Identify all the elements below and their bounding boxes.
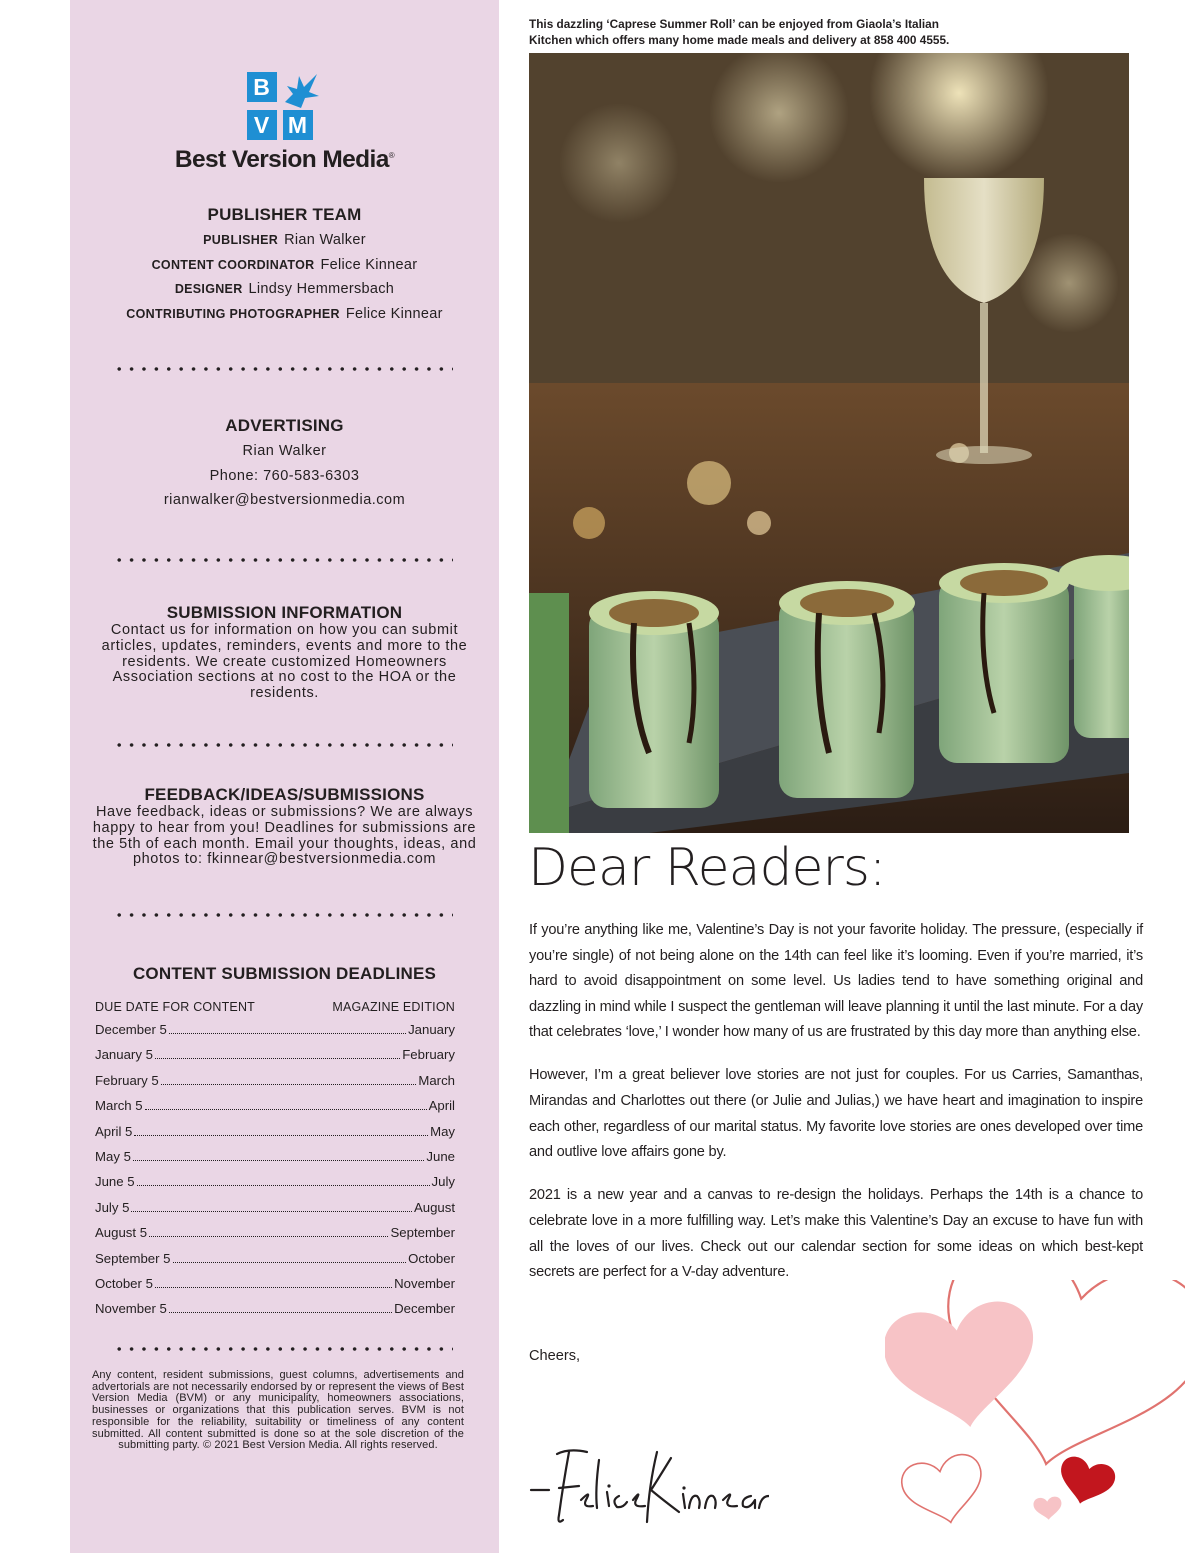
letter-paragraph: However, I’m a great believer love stories are not just for couples. For us Carries, Samanthas, Mirandas and Charlottes out there (or Julie and Julias,) we have heart and imagination to inspire each other, regardless of our marital status. My favorite love stories are ones developed over time and outlive love affairs gone by.: [529, 1067, 1143, 1161]
letter-body: [529, 918, 1143, 1303]
deadline-row: [95, 1225, 455, 1250]
advertising-title: ADVERTISING: [225, 416, 344, 435]
deadline-due-date: February 5: [95, 1072, 159, 1088]
logo-name-text: Best Version Media: [174, 146, 389, 173]
masthead-sidebar: [70, 0, 499, 1553]
publisher-team-title: PUBLISHER TEAM: [207, 205, 362, 224]
dotted-divider: [113, 557, 453, 563]
deadline-edition: September: [390, 1225, 455, 1241]
deadline-edition: February: [402, 1047, 455, 1063]
deadline-due-date: March 5: [95, 1098, 143, 1114]
disclaimer: [92, 1370, 464, 1452]
summer-roll: [589, 591, 719, 808]
deadline-row: [95, 1073, 455, 1098]
dot-leader: [169, 1312, 392, 1313]
dot-leader: [131, 1211, 411, 1212]
deadline-due-date: October 5: [95, 1275, 153, 1291]
col-due-header: DUE DATE FOR CONTENT: [95, 1000, 256, 1014]
logo-letter-v: V: [247, 110, 277, 140]
deadlines-rows: [95, 1022, 455, 1327]
deadline-row: [95, 1047, 455, 1072]
deadline-row: [95, 1124, 455, 1149]
credit-role: DESIGNER: [174, 282, 243, 296]
summer-roll-illustration: [529, 53, 1129, 833]
deadline-row: [95, 1098, 455, 1123]
feedback-text: Have feedback, ideas or submissions? We are always happy to hear from you! Deadlines for submissions are the 5th of each month. Email your thoughts, ideas, and photos to: fkinnear@bestversionmedia.com: [92, 804, 477, 868]
starburst-icon: [283, 72, 321, 110]
deadline-edition: May: [430, 1123, 455, 1139]
logo-letter-m: M: [283, 110, 313, 140]
summer-roll: [779, 581, 915, 798]
deadline-due-date: June 5: [95, 1174, 135, 1190]
dot-leader: [169, 1033, 406, 1034]
deadline-due-date: September 5: [95, 1250, 171, 1266]
bvm-logo-mark: [247, 72, 323, 142]
dot-leader: [161, 1084, 417, 1085]
dot-leader: [133, 1160, 424, 1161]
submission-text: Contact us for information on how you can submit articles, updates, reminders, events and more to the residents. We create customized Homeowners Association sections at no cost to the HOA or the residents.: [101, 622, 468, 702]
deadlines-table: [95, 1000, 455, 1327]
advertising-section: [70, 416, 499, 513]
advertising-email[interactable]: rianwalker@bestversionmedia.com: [163, 492, 406, 508]
dotted-divider: [113, 742, 453, 748]
letter-paragraph: 2021 is a new year and a canvas to re-design the holidays. Perhaps the 14th is a chance to celebrate love in a more fulfilling way. Let’s make this Valentine’s Day an excuse to have fun with all the loves of our lives. Check out our calendar section for some ideas on which best-kept secrets are perfect for a V-day adventure.: [529, 1187, 1143, 1281]
credit-name: Rian Walker: [284, 232, 366, 248]
deadline-due-date: January 5: [95, 1047, 153, 1063]
deadlines-header: [95, 1000, 455, 1014]
registered-mark: ®: [388, 150, 395, 160]
deadline-row: [95, 1149, 455, 1174]
feedback-title: FEEDBACK/IDEAS/SUBMISSIONS: [144, 785, 425, 804]
credit-role: PUBLISHER: [203, 233, 279, 247]
deadline-row: [95, 1200, 455, 1225]
publisher-team-section: [70, 205, 499, 326]
deadline-edition: March: [418, 1072, 455, 1088]
credit-photographer: [70, 302, 499, 327]
deadline-row: [95, 1251, 455, 1276]
dot-leader: [137, 1185, 430, 1186]
deadline-due-date: May 5: [95, 1148, 131, 1164]
credit-role: CONTENT COORDINATOR: [151, 257, 315, 272]
disclaimer-text: Any content, resident submissions, guest columns, advertisements and advertorials are not necessarily endorsed by or represent the views of Best Version Media (BVM) or any municipality, homeowners associations, businesses or organizations that this publication serves. BVM is not responsible for the reliability, suitability or timeliness of any content submitted. All content submitted is done so at the sole discretion of the submitting party.: [92, 1369, 464, 1452]
credit-role: CONTRIBUTING PHOTOGRAPHER: [126, 306, 340, 321]
deadline-due-date: November 5: [95, 1301, 167, 1317]
deadline-edition: January: [408, 1022, 455, 1037]
dotted-divider: [113, 912, 453, 918]
heart-outline-small: [898, 1451, 990, 1531]
deadline-edition: November: [394, 1275, 455, 1291]
copyright: © 2021 Best Version Media. All rights reserved.: [202, 1439, 438, 1452]
dot-leader: [149, 1236, 388, 1237]
deadline-edition: July: [431, 1174, 455, 1190]
dot-leader: [173, 1262, 407, 1263]
logo-wordmark: [70, 146, 499, 174]
deadline-due-date: July 5: [95, 1199, 130, 1215]
deadline-edition: June: [426, 1148, 455, 1164]
dot-leader: [145, 1109, 427, 1110]
feedback-section: [70, 785, 499, 868]
advertising-name: Rian Walker: [242, 443, 327, 459]
deadline-edition: December: [394, 1301, 455, 1317]
credit-designer: [70, 277, 499, 302]
caption-line: This dazzling ‘Caprese Summer Roll’ can be enjoyed from Giaola’s Italian: [529, 17, 939, 31]
letter-closing: Cheers,: [529, 1348, 581, 1364]
dotted-divider: [113, 1346, 453, 1352]
dot-leader: [155, 1058, 400, 1059]
logo-letter-b: B: [247, 72, 277, 102]
submission-section: [70, 603, 499, 702]
summer-roll: [939, 563, 1069, 763]
signature-felice-kinnear: [529, 1440, 769, 1530]
letter-paragraph: If you’re anything like me, Valentine’s Day is not your favorite holiday. The pressure, (especially if you’re single) of not being alone on the 14th can feel like it’s looming. Even if you’re married, it’s hard to avoid disappointment on some level. Us ladies tend to have something original and dazzling in mind while I suspect the gentleman will leave planning it until the last minute. For a day that celebrates ‘love,’ I wonder how many of us are frustrated by this day more than anything else.: [529, 922, 1143, 1041]
deadline-due-date: August 5: [95, 1225, 148, 1241]
deadline-edition: April: [428, 1098, 455, 1114]
heart-pink: [885, 1297, 1045, 1438]
deadlines-title: CONTENT SUBMISSION DEADLINES: [132, 964, 437, 983]
credit-name: Felice Kinnear: [320, 256, 418, 273]
deadline-row: [95, 1276, 455, 1301]
deadline-due-date: April 5: [95, 1123, 133, 1139]
submission-title: SUBMISSION INFORMATION: [166, 603, 403, 622]
valentine-hearts-decoration: [885, 1280, 1185, 1540]
credit-name: Lindsy Hemmersbach: [248, 281, 395, 297]
letter-heading: Dear Readers:: [528, 838, 886, 898]
advertising-phone: Phone: 760-583-6303: [209, 467, 360, 484]
heart-red: [1053, 1454, 1118, 1511]
deadline-row: [95, 1301, 455, 1326]
deadlines-title-wrap: [70, 964, 499, 984]
heart-pink-small: [1033, 1496, 1063, 1521]
caption-line: Kitchen which offers many home made meals and delivery at 858 400 4555.: [529, 32, 950, 47]
photo-caption: [529, 17, 969, 48]
col-edition-header: MAGAZINE EDITION: [332, 1000, 455, 1014]
credit-name: Felice Kinnear: [345, 305, 443, 322]
deadline-edition: October: [408, 1250, 455, 1266]
summer-roll-photo: [529, 53, 1129, 833]
deadline-due-date: December 5: [95, 1022, 167, 1037]
bvm-logo: [70, 72, 499, 174]
dotted-divider: [113, 366, 453, 372]
deadline-row: [95, 1022, 455, 1047]
deadline-row: [95, 1174, 455, 1199]
credit-publisher: [70, 228, 499, 253]
dot-leader: [155, 1287, 392, 1288]
credit-content-coordinator: [70, 253, 499, 278]
deadline-edition: August: [413, 1199, 455, 1215]
dot-leader: [134, 1135, 428, 1136]
